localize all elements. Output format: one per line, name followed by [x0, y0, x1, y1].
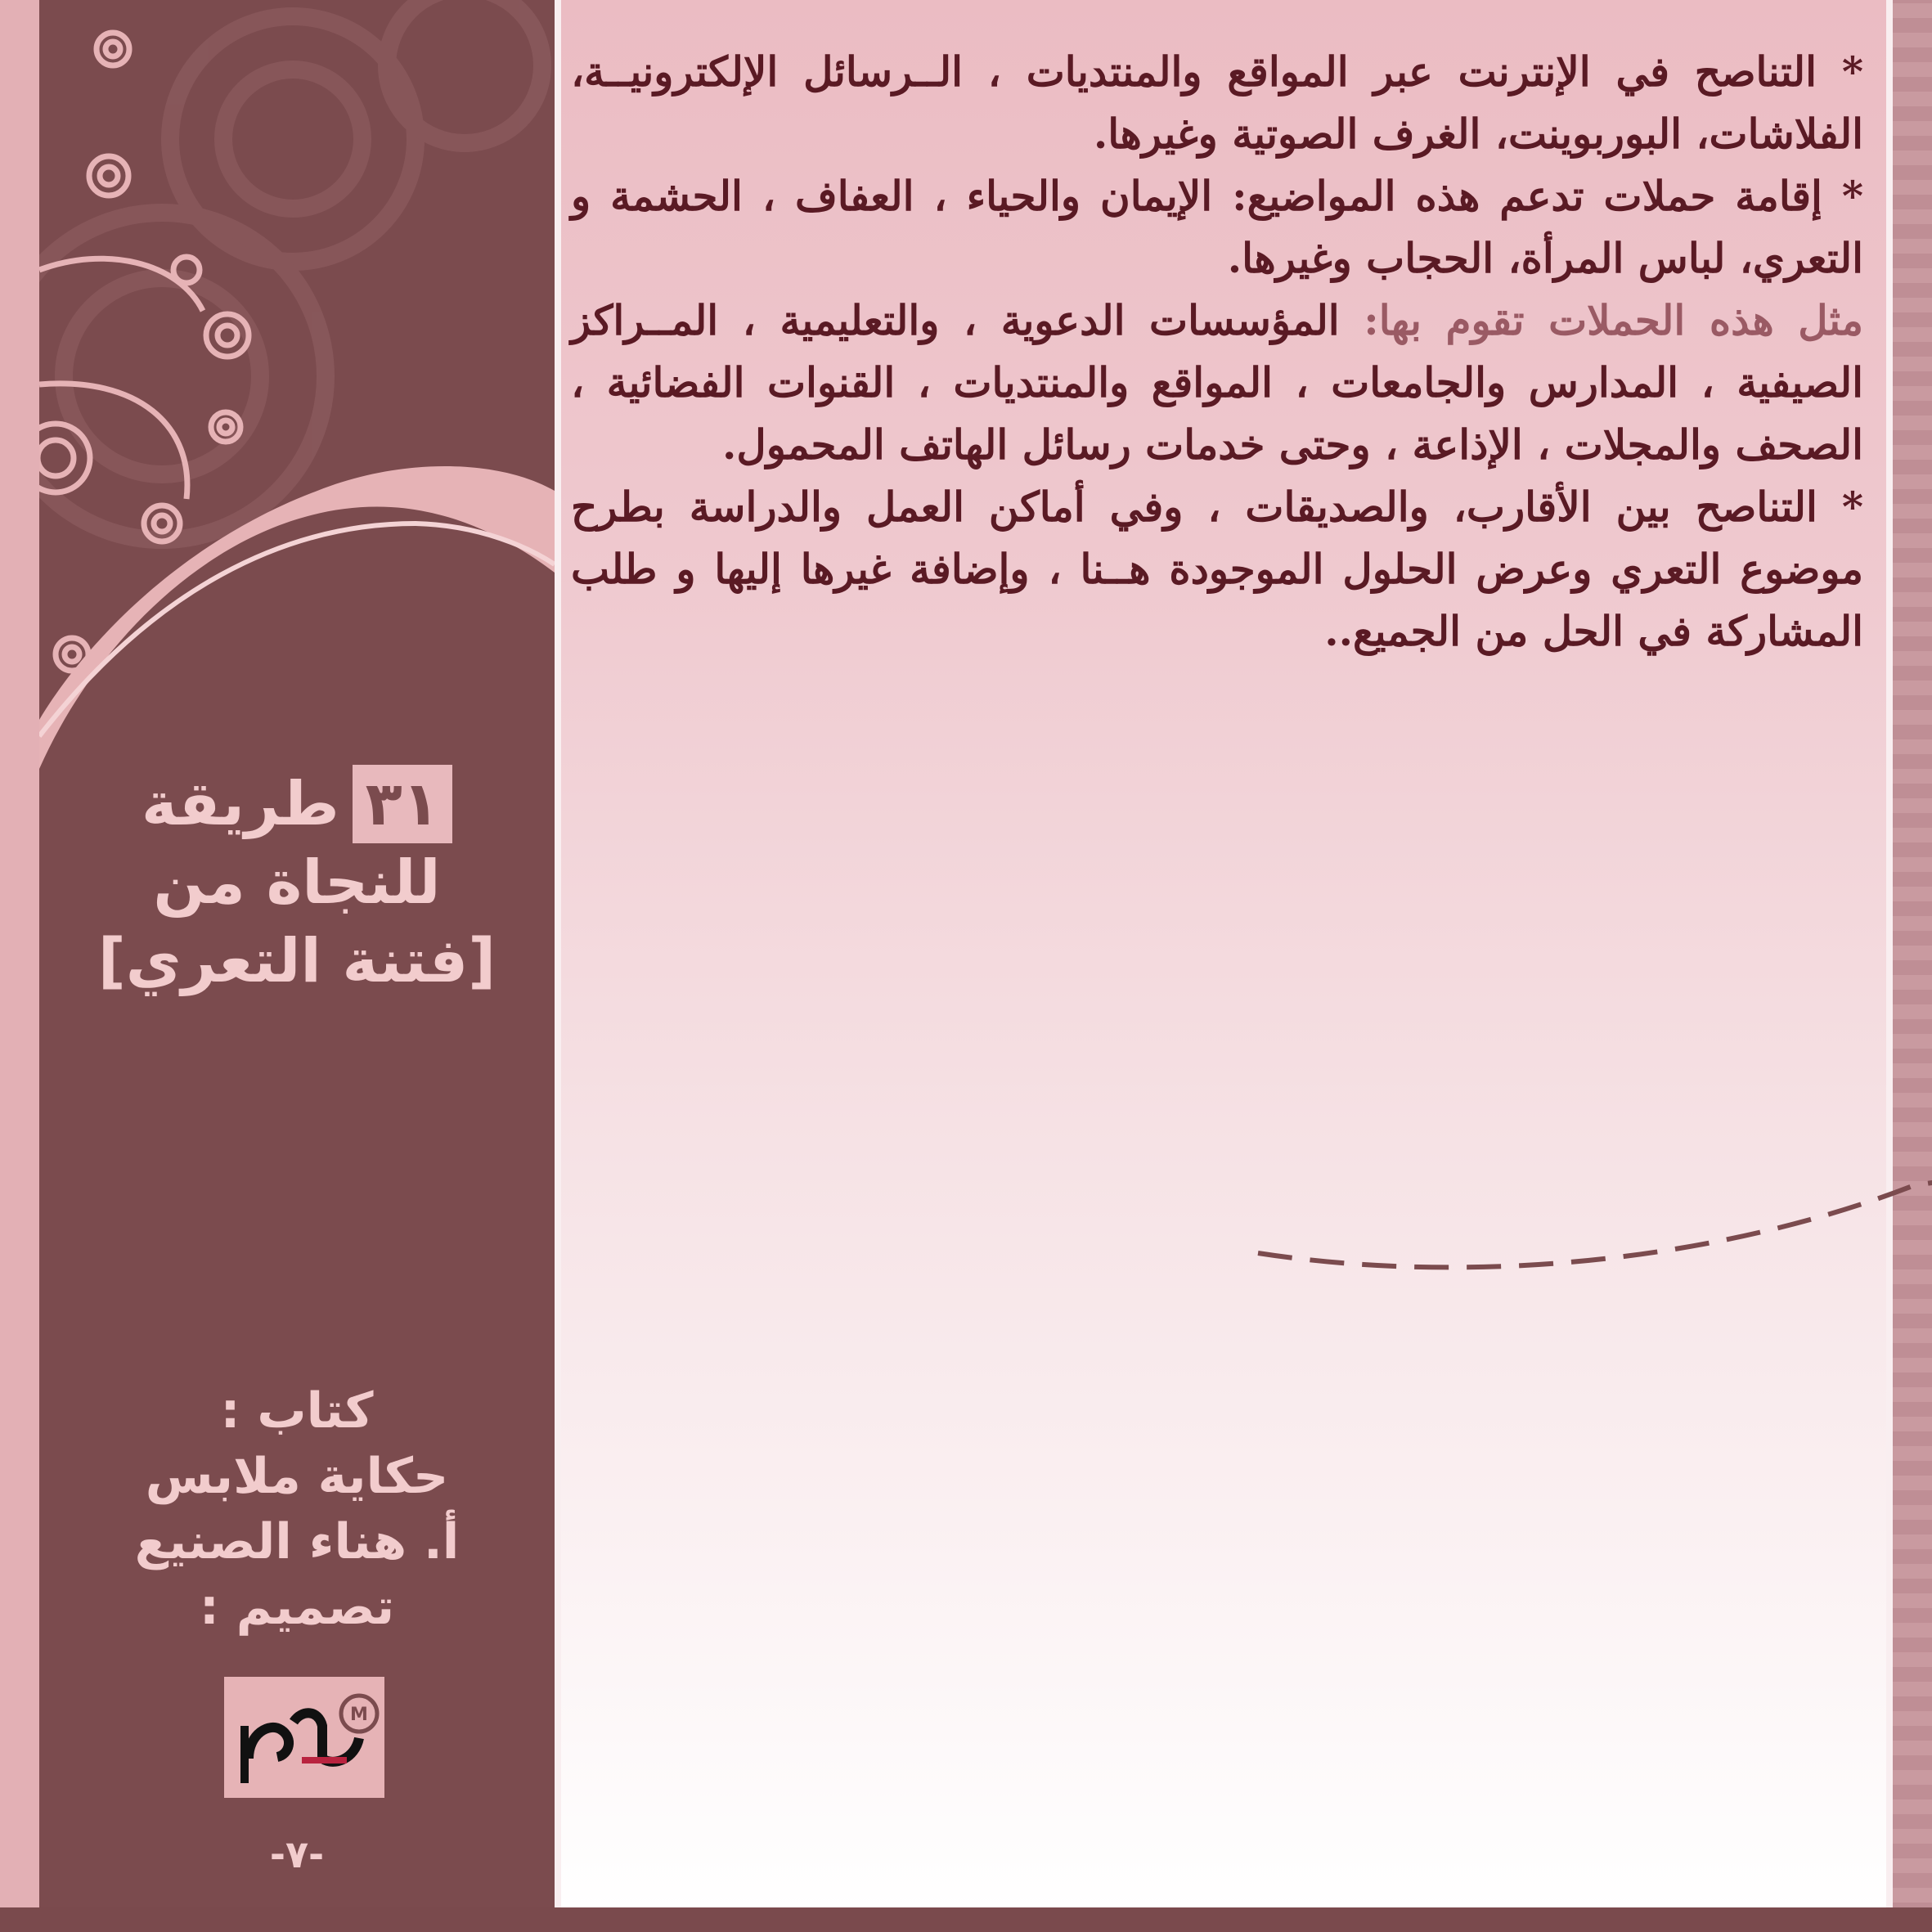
- paragraph-relatives: * التناصح بين الأقارب، والصديقات ، وفي أماكن العمل والدراسة بطرح موضوع التعري وعرض الحلول الموجودة هــنا ، وإضافة غيرها إليها و طلب المشاركة في الحل من الجميع..: [571, 483, 1863, 655]
- paragraph-internet: * التناصح في الإنترنت عبر المواقع والمنتديات ، الــرسائل الإلكترونيــة، الفلاشات، البوربوينت، الغرف الصوتية وغيرها.: [571, 47, 1863, 158]
- author-name: أ. هناء الصنيع: [134, 1513, 460, 1570]
- sidebar: [39, 0, 555, 1910]
- paragraph-campaigns: * إقامة حملات تدعم هذه المواضيع: الإيمان والحياء ، العفاف ، الحشمة و التعري، لباس المرأة، الحجاب وغيرها.: [571, 172, 1863, 282]
- title-number: ٣١: [353, 765, 452, 843]
- credits: [39, 1378, 555, 1640]
- logo-mark-letter: M: [350, 1705, 368, 1725]
- logo-mark-icon: [224, 1677, 384, 1798]
- title-line-1: [39, 765, 555, 843]
- swirl-decoration: [39, 0, 555, 769]
- title-word: طريقة: [142, 769, 339, 839]
- frame-right: [1893, 0, 1932, 1932]
- title-line-2: للنجاة من: [153, 847, 441, 918]
- title-line-3: [فتنة التعري]: [97, 926, 496, 996]
- book-title: [39, 765, 555, 1000]
- paragraph-organizers: [571, 290, 1863, 476]
- frame-left: [0, 0, 39, 1932]
- frame-bottom: [0, 1907, 1932, 1932]
- designer-logo: [224, 1677, 384, 1798]
- book-name: حكاية ملابس: [145, 1448, 449, 1505]
- body-text: [571, 41, 1863, 663]
- book-label: كتاب :: [220, 1382, 374, 1440]
- design-label: تصميم :: [199, 1579, 395, 1636]
- paragraph-organizers-rest: المؤسسات الدعوية ، والتعليمية ، المــراكز الصيفية ، المدارس والجامعات ، المواقع والمنتديات ، القنوات الفضائية ، الصحف والمجلات ، الإذاعة ، وحتى خدمات رسائل الهاتف المحمول.: [571, 296, 1863, 469]
- dashed-swirl-ornament: [1242, 1112, 1932, 1374]
- paragraph-organizers-lead: مثل هذه الحملات تقوم بها:: [1364, 296, 1863, 344]
- page-number: -٧-: [269, 1832, 325, 1876]
- content-panel: [555, 0, 1893, 1910]
